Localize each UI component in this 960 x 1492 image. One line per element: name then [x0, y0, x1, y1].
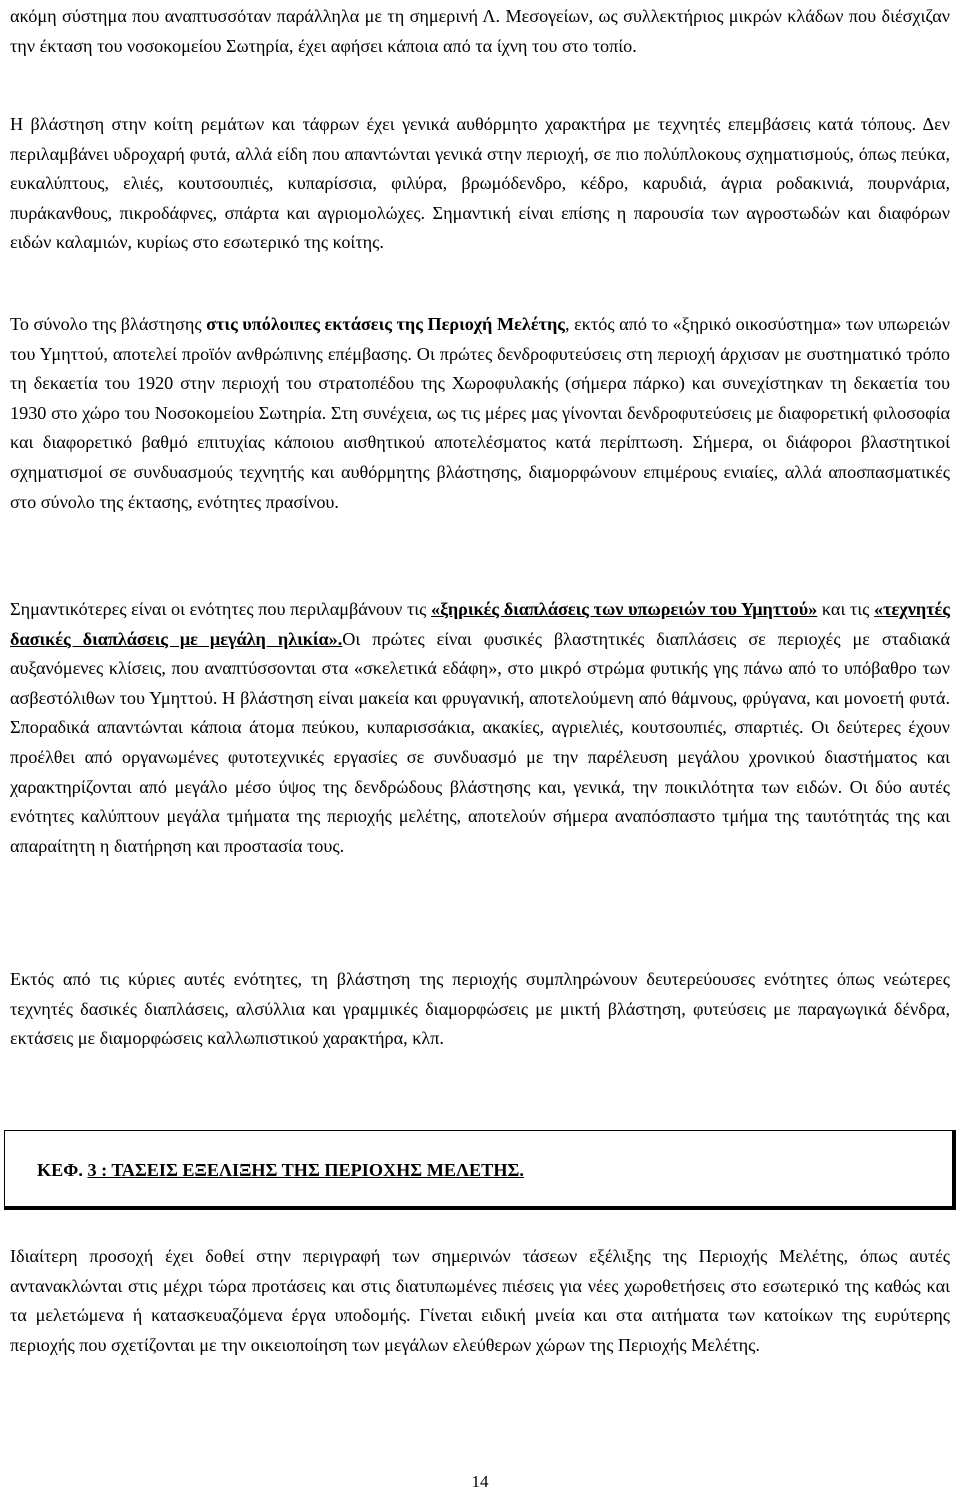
chapter-title	[37, 1159, 524, 1181]
emphasis-text: στις υπόλοιπες εκτάσεις της Περιοχή Μελέτης	[206, 314, 565, 334]
paragraph-secondary-units: Εκτός από τις κύριες αυτές ενότητες, τη βλάστηση της περιοχής συμπληρώνουν δευτερεύουσες ενότητες όπως νεώτερες τεχνητές δασικές διαπλάσεις, αλσύλλια και γραμμικές διαμορφώσεις με μικτή βλάστηση, φυτεύσεις με παραγωγικά δένδρα, εκτάσεις με διαμορφώσεις καλλωπιστικού χαρακτήρα, κλπ.	[10, 969, 950, 1049]
paragraph-text: και τις	[817, 599, 875, 619]
emphasis-text: «τεχνητές δασικές διαπλάσεις με μεγάλη ηλικία».	[10, 599, 950, 649]
paragraph-trends-intro: Ιδιαίτερη προσοχή έχει δοθεί στην περιγραφή των σημερινών τάσεων εξέλιξης της Περιοχής Μελέτης, όπως αυτές αντανακλώνται στις μέχρι τώρα προτάσεις και στις διατυπωμένες πιέσεις για νέες χωροθετήσεις στο εσωτερικό της καθώς και τα μελετώμενα ή κατασκευαζόμενα έργα υποδομής. Γίνεται ειδική μνεία και στα αιτήματα των κατοίκων της ευρύτερης περιοχής που σχετίζονται με την οικειοποίηση των μεγάλων ελεύθερων χώρων της Περιοχής Μελέτης.	[10, 1246, 950, 1355]
chapter-heading-box	[4, 1130, 956, 1210]
paragraph-main-units	[10, 595, 950, 861]
page-number: 14	[471, 1472, 489, 1491]
paragraph-stream-vegetation: Η βλάστηση στην κοίτη ρεμάτων και τάφρων έχει γενικά αυθόρμητο χαρακτήρα με τεχνητές επεμβάσεις κατά τόπους. Δεν περιλαμβάνει υδροχαρή φυτά, αλλά είδη που απαντώνται γενικά στην περιοχή, σε πιο πολύπλοκους σχηματισμούς, όπως πεύκα, ευκαλύπτους, ελιές, κουτσουπιές, κυπαρίσσια, φιλύρα, βρωμόδενδρο, κέδρο, καρυδιά, άγρια ροδακινιά, πουρνάρια, πυράκανθους, πικροδάφνες, σπάρτα και αγριομολώχες. Σημαντική είναι επίσης η παρουσία των αγροστωδών και διαφόρων ειδών καλαμιών, κυρίως στο εσωτερικό της κοίτης.	[10, 114, 950, 253]
chapter-prefix: ΚΕΦ.	[37, 1160, 88, 1180]
emphasis-text: «ξηρικές διαπλάσεις των υπωρειών του Υμηττού»	[431, 599, 818, 619]
paragraph-drainage: ακόμη σύστημα που αναπτυσσόταν παράλληλα με τη σημερινή Λ. Μεσογείων, ως συλλεκτήριος μικρών κλάδων που διέσχιζαν την έκταση του νοσοκομείου Σωτηρία, έχει αφήσει κάποια από τα ίχνη του στο τοπίο.	[10, 6, 950, 56]
paragraph-text: Σημαντικότερες είναι οι ενότητες που περιλαμβάνουν τις	[10, 599, 432, 619]
paragraph-text: Το σύνολο της βλάστησης	[10, 314, 207, 334]
chapter-title-text: 3 : ΤΑΣΕΙΣ ΕΞΕΛΙΞΗΣ ΤΗΣ ΠΕΡΙΟΧΗΣ ΜΕΛΕΤΗΣ.	[87, 1160, 524, 1180]
paragraph-remaining-vegetation	[10, 310, 950, 517]
paragraph-text: Οι πρώτες είναι φυσικές βλαστητικές διαπλάσεις σε περιοχές με σταδιακά αυξανόμενες κλίσεις, που αναπτύσσονται στα «σκελετικά εδάφη», στο μικρό στρώμα φυτικής γης πάνω από το υπόβαθρο των ασβεστόλιθων του Υμηττού. Η βλάστηση είναι μακεία και φρυγανική, αποτελούμενη από θάμνους, φρύγανα, και μονοετή φυτά. Σποραδικά απαντώνται κάποια άτομα πεύκου, κυπαρισσάκια, ακακίες, αγριελιές, κουτσουπιές, σπαρτιές. Οι δεύτερες έχουν προέλθει από οργανωμένες φυτοτεχνικές εργασίες σε συνδυασμό με την παρέλευση μεγάλου χρονικού διαστήματος και χαρακτηρίζονται από μεγάλο μέσο ύψος της δενδρώδους βλάστησης και, γενικά, την ποικιλότητα των ειδών. Οι δύο αυτές ενότητες καλύπτουν μεγάλα τμήματα της περιοχής μελέτης, αποτελούν σήμερα αναπόσπαστο τμήμα της ταυτότητάς της και απαραίτητη η διατήρηση και προστασία τους.	[10, 628, 950, 856]
paragraph-text: , εκτός από το «ξηρικό οικοσύστημα» των υπωρειών του Υμηττού, αποτελεί προϊόν ανθρώπινης επέμβασης. Οι πρώτες δενδροφυτεύσεις στη περιοχή άρχισαν με συστηματικό τρόπο τη δεκαετία του 1920 στην περιοχή του στρατοπέδου της Χωροφυλακής (σήμερα πάρκο) και συνεχίστηκαν τη δεκαετία του 1930 στο χώρο του Νοσοκομείου Σωτηρία. Στη συνέχεια, ως τις μέρες μας γίνονται δενδροφυτεύσεις με διαφορετική φιλοσοφία και διαφορετικό βαθμό επιτυχίας κάποιου αισθητικού αποτελέσματος κατά περίπτωση. Σήμερα, οι διάφοροι βλαστητικοί σχηματισμοί σε συνδυασμούς τεχνητής και αυθόρμητης βλάστησης, διαμορφώνουν επιμέρους ενιαίες, αλλά αποσπασματικές στο σύνολο της έκτασης, ενότητες πρασίνου.	[10, 314, 950, 512]
